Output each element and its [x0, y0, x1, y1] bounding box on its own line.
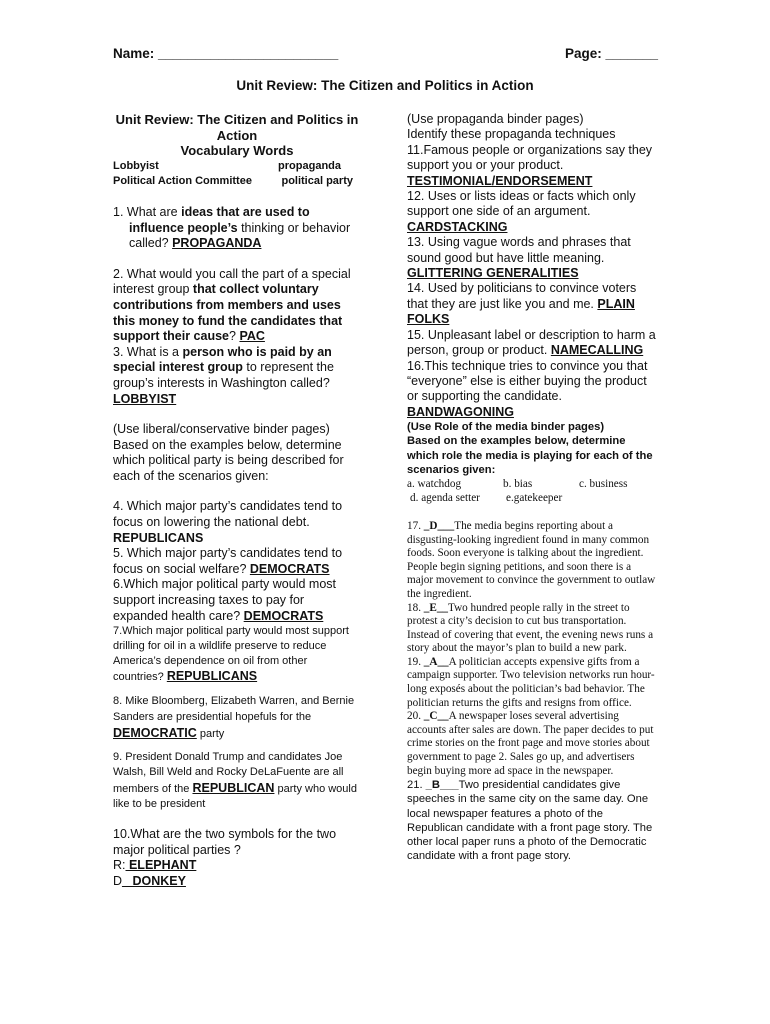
question-16: 16.This technique tries to convince you that “everyone” else is either buying the product or supporting the candidate. BANDWAGONING [407, 358, 648, 419]
party-note: (Use liberal/conservative binder pages) [113, 422, 330, 437]
choices-row-1 [407, 477, 659, 491]
question-15: 15. Unpleasant label or description to harm a person, group or product. NAMECALLING [407, 327, 656, 358]
name-field: Name: ________________________ [113, 46, 339, 61]
question-13: 13. Using vague words and phrases that sound good but have little meaning. GLITTERING GENERALITIES [407, 235, 631, 281]
answer: _B___ [425, 779, 459, 792]
left-column [113, 112, 361, 889]
question-21: 21. _B___Two presidential candidates give speeches in the same city on the same day. One local newspaper features a photo of the Republican candidate with a front page story. The other local paper runs a photo of the Democratic candidate with a front page story. [407, 779, 653, 863]
propaganda-note: (Use propaganda binder pages) [407, 112, 584, 126]
media-note: (Use Role of the media binder pages) [407, 421, 605, 434]
answer: CARDSTACKING [407, 219, 508, 234]
vocab-word: propaganda [278, 159, 341, 172]
question-7: 7.Which major political party would most support drilling for oil in a wildlife preserve to reduce America’s dependence on oil from other countries? REPUBLICANS [113, 625, 349, 684]
question-2: 2. What would you call the part of a special interest group that collect voluntary contributions from members and uses this money to fund the candidates that support their cause? PAC [113, 266, 351, 344]
answer: _C__ [423, 710, 449, 723]
answer: REPUBLICANS [166, 669, 258, 684]
left-heading-1: Unit Review: The Citizen and Politics in [115, 112, 359, 127]
answer: BANDWAGONING [407, 404, 514, 419]
page-title: Unit Review: The Citizen and Politics in Action [236, 78, 534, 93]
choice: b. bias [503, 477, 533, 490]
answer: ELEPHANT [125, 858, 197, 873]
question-8: 8. Mike Bloomberg, Elizabeth Warren, and Bernie Sanders are presidential hopefuls for the DEMOCRATIC party [113, 695, 355, 741]
answer: PLAIN FOLKS [407, 296, 635, 327]
choice: d. agenda setter [410, 491, 480, 504]
answer: NAMECALLING [550, 343, 644, 358]
vocab-word: Political Action Committee [113, 175, 252, 188]
answer: REPUBLICANS [113, 530, 204, 545]
choice: e.gatekeeper [506, 491, 563, 504]
media-instruction: Based on the examples below, determine which role the media is playing for each of the scenarios given: [407, 435, 653, 476]
choices-row-2 [407, 491, 659, 505]
choice: a. watchdog [407, 477, 462, 490]
answer: _E__ [423, 601, 449, 614]
question-14: 14. Used by politicians to convince voters that they are just like you and me. PLAIN FOLKS [407, 281, 637, 327]
question-20: 20. _C__A newspaper loses several advertising accounts after sales are down. The paper decides to put crime stories on the front page and move stories about government to page 2. Sales go up, and advertisers begin buying more ad space in the newspaper. [407, 710, 654, 777]
question-19: 19. _A__A politician accepts expensive gifts from a campaign supporter. Two television networks run hour-long exposés about the politician’s bad behavior. The politician returns the gifts and resigns from office. [407, 655, 655, 709]
question-6: 6.Which major political party would most support increasing taxes to pay for expanded health care? DEMOCRATS [113, 577, 336, 623]
answer: TESTIMONIAL/ENDORSEMENT [407, 173, 593, 188]
answer: GLITTERING GENERALITIES [407, 266, 579, 281]
question-9: 9. President Donald Trump and candidates Joe Walsh, Bill Weld and Rocky DeLaFuente are all members of the REPUBLICAN party who would like to be president [113, 751, 357, 810]
answer: DEMOCRATS [243, 608, 324, 623]
question-5: 5. Which major party’s candidates tend to focus on social welfare? DEMOCRATS [113, 546, 343, 576]
answer: DEMOCRATS [249, 561, 330, 576]
answer: PAC [239, 329, 265, 344]
question-1: 1. What are ideas that are used to influence people’s thinking or behavior called? PROPAGANDA [113, 204, 351, 251]
answer: LOBBYIST [113, 391, 177, 406]
answer: _A__ [423, 655, 449, 668]
answer: REPUBLICAN [192, 780, 275, 795]
answer: _D___ [423, 519, 455, 532]
question-10: 10.What are the two symbols for the two major political parties ? [113, 827, 337, 857]
vocab-row-2 [113, 174, 361, 190]
question-4: 4. Which major party’s candidates tend to focus on lowering the national debt. REPUBLICANS [113, 499, 343, 545]
question-11: 11.Famous people or organizations say they support you or your product. TESTIMONIAL/ENDORSEMENT [407, 142, 653, 188]
left-heading-2: Action [216, 127, 258, 143]
choice: c. business [579, 477, 628, 490]
right-column [407, 112, 659, 863]
answer-r: R: ELEPHANT [113, 858, 197, 873]
vocab-heading: Vocabulary Words [180, 143, 294, 159]
vocab-word: political party [281, 175, 353, 188]
question-3: 3. What is a person who is paid by an special interest group to represent the group’s interests in Washington called? LOBBYIST [113, 344, 334, 406]
vocab-row-1 [113, 159, 361, 175]
answer: _ DONKEY [122, 873, 186, 888]
question-18: 18. _E__Two hundred people rally in the street to protest a city’s decision to cut bus transportation. Instead of covering that event, the evening news runs a story about the mayor’s plan to build a new park. [407, 601, 654, 655]
propaganda-intro: Identify these propaganda techniques [407, 127, 616, 142]
vocab-word: Lobbyist [113, 159, 159, 172]
question-17: 17. _D___The media begins reporting about a disgusting-looking ingredient found in many common foods. Soon everyone is talking about the ingredient. People begin signing petitions, and soon there is a major movement to convince the government to outlaw the ingredient. [407, 519, 656, 600]
answer: DEMOCRATIC [113, 726, 197, 741]
question-12: 12. Uses or lists ideas or facts which only support one side of an argument. CARDSTACKING [407, 189, 636, 234]
party-instruction: Based on the examples below, determine which political party is being described for each of the scenarios given: [113, 437, 344, 483]
page-field: Page: _______ [565, 46, 659, 61]
answer: PROPAGANDA [172, 236, 262, 251]
answer-d: D_ DONKEY [113, 873, 186, 888]
